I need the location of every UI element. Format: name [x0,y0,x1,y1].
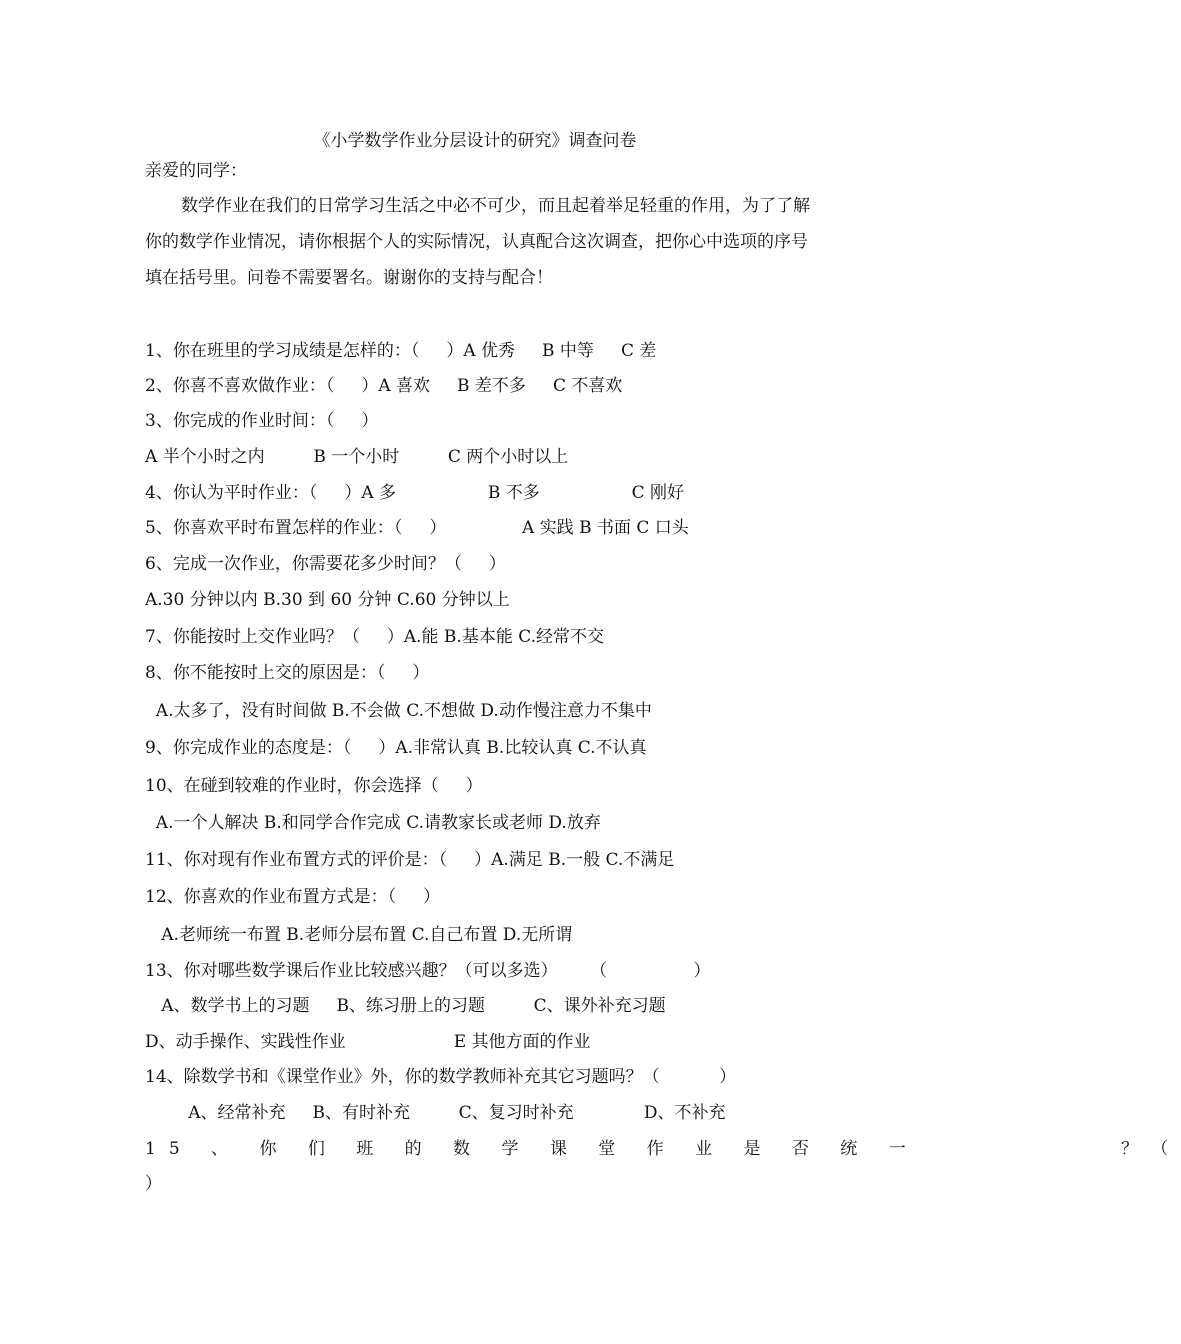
question-11: 11、你对现有作业布置方式的评价是：（ ）A.满足 B.一般 C.不满足 [145,850,675,870]
question-13: 13、你对哪些数学课后作业比较感兴趣？（可以多选） （ ） [145,961,711,981]
question-6: 6、完成一次作业，你需要花多少时间？（ ） [145,554,506,574]
question-13-options-b: D、动手操作、实践性作业 E 其他方面的作业 [145,1032,591,1052]
question-10-options: A.一个人解决 B.和同学合作完成 C.请教家长或老师 D.放弃 [145,813,601,833]
question-14: 14、除数学书和《课堂作业》外，你的数学教师补充其它习题吗？（ ） [145,1067,737,1087]
question-3: 3、你完成的作业时间：（ ） [145,411,379,431]
question-12-options: A.老师统一布置 B.老师分层布置 C.自己布置 D.无所谓 [145,925,573,945]
question-6-options: A.30 分钟以内 B.30 到 60 分钟 C.60 分钟以上 [145,590,510,610]
question-5: 5、你喜欢平时布置怎样的作业：（ ） A 实践 B 书面 C 口头 [145,518,689,538]
question-13-options-a: A、数学书上的习题 B、练习册上的习题 C、课外补充习题 [145,996,666,1016]
question-8: 8、你不能按时上交的原因是：（ ） [145,663,430,683]
question-10: 10、在碰到较难的作业时，你会选择（ ） [145,776,483,796]
question-2: 2、你喜不喜欢做作业：（ ）A 喜欢 B 差不多 C 不喜欢 [145,376,623,396]
question-15: 15 、 你 们 班 的 数 学 课 堂 作 业 是 否 统 一 ？（ [145,1139,1181,1159]
question-4: 4、你认为平时作业：（ ）A 多 B 不多 C 刚好 [145,483,685,503]
question-12: 12、你喜欢的作业布置方式是：（ ） [145,887,441,907]
intro-paragraph: 数学作业在我们的日常学习生活之中必不可少，而且起着举足轻重的作用，为了了解你的数学作业情况，请你根据个人的实际情况，认真配合这次调查，把你心中选项的序号填在括号里。问卷不需要署名。谢谢你的支持与配合！ [145,196,810,288]
question-8-options: A.太多了，没有时间做 B.不会做 C.不想做 D.动作慢注意力不集中 [145,701,652,721]
question-1: 1、你在班里的学习成绩是怎样的：（ ）A 优秀 B 中等 C 差 [145,341,657,361]
document-title: 《小学数学作业分层设计的研究》调查问卷 [313,131,637,151]
question-9: 9、你完成作业的态度是：（ ）A.非常认真 B.比较认真 C.不认真 [145,738,647,758]
question-15-close: ） [145,1174,162,1194]
question-3-options: A 半个小时之内 B 一个小时 C 两个小时以上 [145,447,569,467]
question-7: 7、你能按时上交作业吗？（ ）A.能 B.基本能 C.经常不交 [145,627,605,647]
question-14-options: A、经常补充 B、有时补充 C、复习时补充 D、不补充 [145,1103,726,1123]
greeting: 亲爱的同学： [145,161,247,181]
